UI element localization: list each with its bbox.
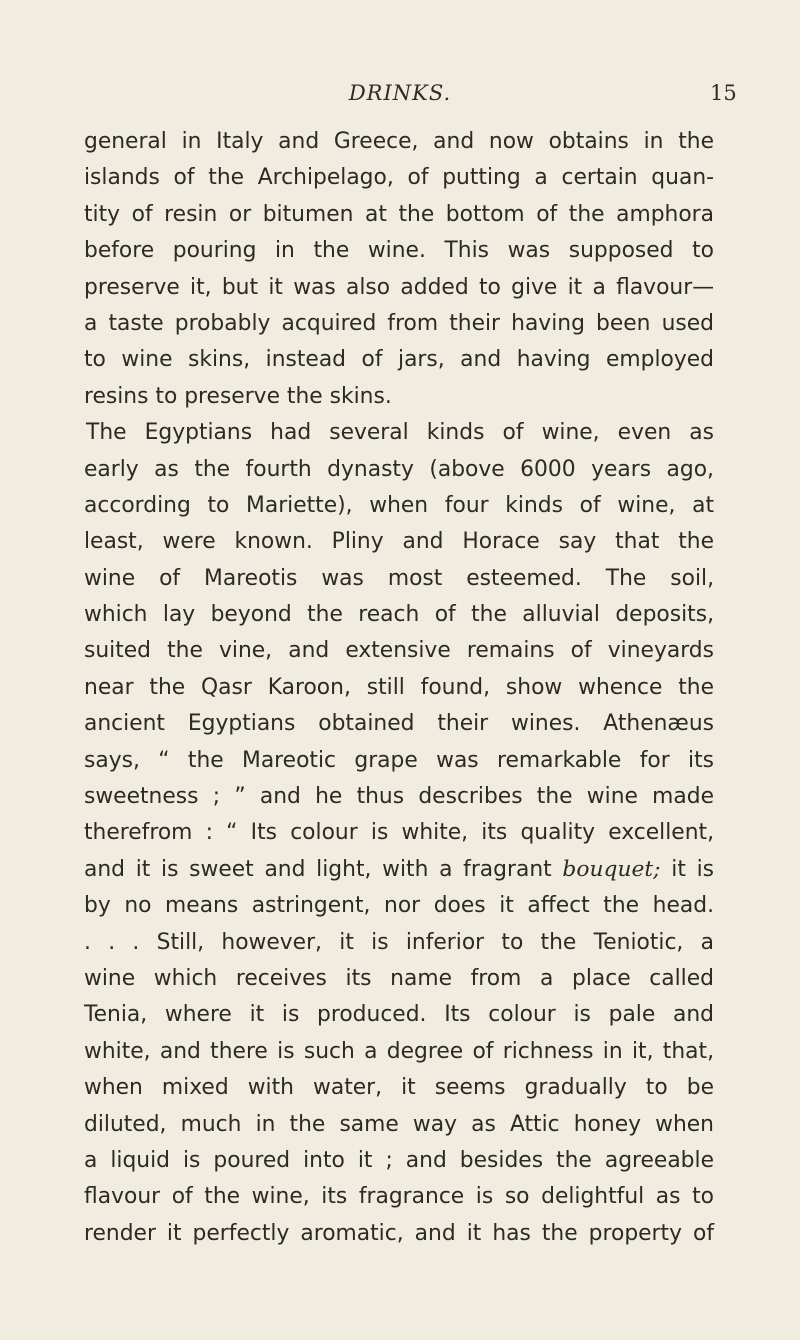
text-line: diluted, much in the same way as Attic honey when — [84, 1111, 714, 1137]
text-line: a liquid is poured into it ; and besides the agreeable — [84, 1147, 714, 1173]
text-line: therefrom : “ Its colour is white, its quality excellent, — [84, 820, 714, 846]
text-line: when mixed with water, it seems gradually to be — [84, 1075, 714, 1101]
page-number: 15 — [710, 81, 737, 105]
text-line: resins to preserve the skins. — [84, 383, 392, 409]
text-line: near the Qasr Karoon, still found, show whence the — [84, 674, 714, 700]
text-line: by no means astringent, nor does it affect the head. — [84, 893, 714, 919]
text-line: least, were known. Pliny and Horace say that the — [84, 529, 714, 555]
paragraph-first-line: The Egyptians had several kinds of wine, even as — [86, 420, 714, 446]
body-text — [84, 124, 714, 1252]
text-line: says, “ the Mareotic grape was remarkable for its — [84, 747, 714, 773]
text-line: wine which receives its name from a place called — [84, 965, 714, 991]
text-line: tity of resin or bitumen at the bottom of the amphora — [84, 201, 714, 227]
text-line: early as the fourth dynasty (above 6000 years ago, — [84, 456, 714, 482]
text-line: suited the vine, and extensive remains of vineyards — [84, 638, 714, 664]
text-line: wine of Mareotis was most esteemed. The soil, — [84, 565, 714, 591]
text-line: . . . Still, however, it is inferior to the Teniotic, a — [84, 929, 714, 955]
text-segment: and it is sweet and light, with a fragrant — [84, 856, 552, 882]
text-line: before pouring in the wine. This was supposed to — [84, 238, 714, 264]
text-line: general in Italy and Greece, and now obtains in the — [84, 129, 714, 154]
running-head — [0, 78, 800, 108]
text-line: Tenia, where it is produced. Its colour is pale and — [84, 1002, 714, 1028]
italic-word: bouquet; — [562, 856, 661, 882]
text-line: islands of the Archipelago, of putting a certain quan- — [84, 165, 714, 191]
text-line: render it perfectly aromatic, and it has the property of — [84, 1220, 714, 1246]
text-line: according to Mariette), when four kinds of wine, at — [84, 492, 714, 518]
text-segment: it is — [671, 856, 714, 882]
text-line: white, and there is such a degree of richness in it, that, — [84, 1038, 714, 1064]
text-line: which lay beyond the reach of the alluvial deposits, — [84, 602, 714, 628]
text-line: to wine skins, instead of jars, and having employed — [84, 347, 714, 373]
text-line: a taste probably acquired from their having been used — [84, 310, 714, 336]
running-title: DRINKS. — [348, 81, 452, 105]
text-line: preserve it, but it was also added to give it a flavour— — [84, 274, 714, 300]
text-line: flavour of the wine, its fragrance is so delightful as to — [84, 1184, 714, 1210]
text-line-with-italic — [84, 852, 714, 888]
text-line: ancient Egyptians obtained their wines. Athenæus — [84, 711, 714, 737]
text-line: sweetness ; ” and he thus describes the wine made — [84, 784, 714, 810]
